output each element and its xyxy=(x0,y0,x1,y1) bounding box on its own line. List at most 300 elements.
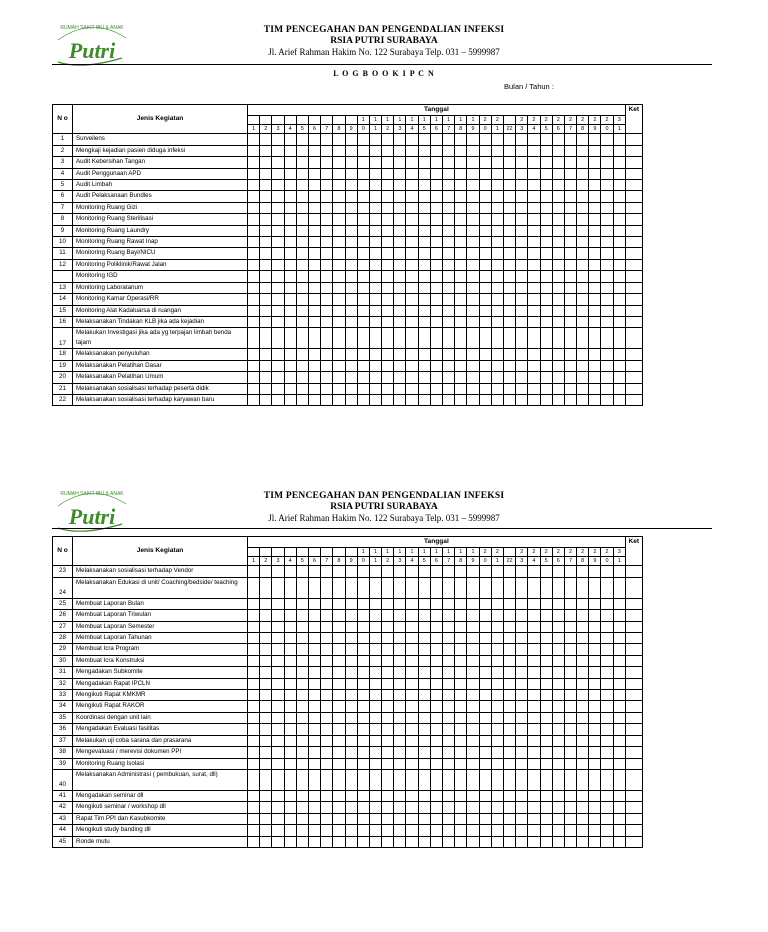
ket-cell[interactable] xyxy=(625,225,642,236)
day-check-cell[interactable] xyxy=(321,271,333,282)
day-check-cell[interactable] xyxy=(357,237,369,248)
day-check-cell[interactable] xyxy=(516,360,528,371)
day-check-cell[interactable] xyxy=(613,790,625,801)
day-check-cell[interactable] xyxy=(552,790,564,801)
day-check-cell[interactable] xyxy=(564,712,576,723)
day-check-cell[interactable] xyxy=(528,690,540,701)
day-check-cell[interactable] xyxy=(528,328,540,349)
day-check-cell[interactable] xyxy=(345,360,357,371)
day-check-cell[interactable] xyxy=(382,667,394,678)
day-check-cell[interactable] xyxy=(345,598,357,609)
day-check-cell[interactable] xyxy=(552,168,564,179)
day-check-cell[interactable] xyxy=(491,349,503,360)
day-check-cell[interactable] xyxy=(491,225,503,236)
day-check-cell[interactable] xyxy=(430,747,442,758)
day-check-cell[interactable] xyxy=(601,769,613,790)
day-check-cell[interactable] xyxy=(406,237,418,248)
day-check-cell[interactable] xyxy=(272,360,284,371)
day-check-cell[interactable] xyxy=(296,237,308,248)
day-check-cell[interactable] xyxy=(418,633,430,644)
day-check-cell[interactable] xyxy=(321,145,333,156)
day-check-cell[interactable] xyxy=(540,577,552,598)
day-check-cell[interactable] xyxy=(357,145,369,156)
day-check-cell[interactable] xyxy=(284,305,296,316)
day-check-cell[interactable] xyxy=(406,180,418,191)
ket-cell[interactable] xyxy=(625,157,642,168)
day-check-cell[interactable] xyxy=(406,305,418,316)
day-check-cell[interactable] xyxy=(308,316,320,327)
day-check-cell[interactable] xyxy=(528,305,540,316)
day-check-cell[interactable] xyxy=(308,836,320,847)
day-check-cell[interactable] xyxy=(369,237,381,248)
day-check-cell[interactable] xyxy=(333,328,345,349)
day-check-cell[interactable] xyxy=(503,825,515,836)
day-check-cell[interactable] xyxy=(321,180,333,191)
day-check-cell[interactable] xyxy=(394,758,406,769)
day-check-cell[interactable] xyxy=(613,191,625,202)
day-check-cell[interactable] xyxy=(443,690,455,701)
day-check-cell[interactable] xyxy=(589,655,601,666)
day-check-cell[interactable] xyxy=(284,769,296,790)
day-check-cell[interactable] xyxy=(516,566,528,577)
day-check-cell[interactable] xyxy=(467,655,479,666)
day-check-cell[interactable] xyxy=(443,157,455,168)
day-check-cell[interactable] xyxy=(357,610,369,621)
day-check-cell[interactable] xyxy=(491,678,503,689)
day-check-cell[interactable] xyxy=(589,202,601,213)
day-check-cell[interactable] xyxy=(491,802,503,813)
day-check-cell[interactable] xyxy=(528,372,540,383)
day-check-cell[interactable] xyxy=(248,180,260,191)
day-check-cell[interactable] xyxy=(479,214,491,225)
day-check-cell[interactable] xyxy=(394,259,406,270)
day-check-cell[interactable] xyxy=(308,157,320,168)
day-check-cell[interactable] xyxy=(455,712,467,723)
day-check-cell[interactable] xyxy=(321,566,333,577)
day-check-cell[interactable] xyxy=(503,621,515,632)
day-check-cell[interactable] xyxy=(491,134,503,145)
day-check-cell[interactable] xyxy=(503,145,515,156)
day-check-cell[interactable] xyxy=(284,259,296,270)
day-check-cell[interactable] xyxy=(321,214,333,225)
day-check-cell[interactable] xyxy=(613,328,625,349)
day-check-cell[interactable] xyxy=(577,294,589,305)
day-check-cell[interactable] xyxy=(418,790,430,801)
day-check-cell[interactable] xyxy=(479,802,491,813)
day-check-cell[interactable] xyxy=(345,712,357,723)
day-check-cell[interactable] xyxy=(443,802,455,813)
day-check-cell[interactable] xyxy=(552,383,564,394)
day-check-cell[interactable] xyxy=(601,360,613,371)
day-check-cell[interactable] xyxy=(516,621,528,632)
day-check-cell[interactable] xyxy=(479,305,491,316)
day-check-cell[interactable] xyxy=(491,790,503,801)
day-check-cell[interactable] xyxy=(528,621,540,632)
day-check-cell[interactable] xyxy=(308,305,320,316)
day-check-cell[interactable] xyxy=(589,712,601,723)
ket-cell[interactable] xyxy=(625,813,642,824)
day-check-cell[interactable] xyxy=(272,724,284,735)
day-check-cell[interactable] xyxy=(564,747,576,758)
day-check-cell[interactable] xyxy=(284,667,296,678)
day-check-cell[interactable] xyxy=(491,259,503,270)
day-check-cell[interactable] xyxy=(589,610,601,621)
day-check-cell[interactable] xyxy=(333,747,345,758)
day-check-cell[interactable] xyxy=(382,825,394,836)
day-check-cell[interactable] xyxy=(272,305,284,316)
day-check-cell[interactable] xyxy=(430,394,442,405)
day-check-cell[interactable] xyxy=(369,180,381,191)
day-check-cell[interactable] xyxy=(577,577,589,598)
day-check-cell[interactable] xyxy=(467,566,479,577)
day-check-cell[interactable] xyxy=(613,248,625,259)
day-check-cell[interactable] xyxy=(321,157,333,168)
day-check-cell[interactable] xyxy=(406,316,418,327)
day-check-cell[interactable] xyxy=(418,769,430,790)
day-check-cell[interactable] xyxy=(296,259,308,270)
day-check-cell[interactable] xyxy=(430,644,442,655)
day-check-cell[interactable] xyxy=(308,566,320,577)
day-check-cell[interactable] xyxy=(260,349,272,360)
day-check-cell[interactable] xyxy=(333,202,345,213)
day-check-cell[interactable] xyxy=(345,214,357,225)
day-check-cell[interactable] xyxy=(260,202,272,213)
day-check-cell[interactable] xyxy=(589,316,601,327)
day-check-cell[interactable] xyxy=(308,259,320,270)
day-check-cell[interactable] xyxy=(272,735,284,746)
day-check-cell[interactable] xyxy=(479,610,491,621)
day-check-cell[interactable] xyxy=(321,655,333,666)
day-check-cell[interactable] xyxy=(418,180,430,191)
day-check-cell[interactable] xyxy=(564,633,576,644)
day-check-cell[interactable] xyxy=(528,701,540,712)
day-check-cell[interactable] xyxy=(467,372,479,383)
day-check-cell[interactable] xyxy=(369,328,381,349)
day-check-cell[interactable] xyxy=(479,825,491,836)
day-check-cell[interactable] xyxy=(308,294,320,305)
day-check-cell[interactable] xyxy=(308,678,320,689)
day-check-cell[interactable] xyxy=(467,644,479,655)
day-check-cell[interactable] xyxy=(443,747,455,758)
day-check-cell[interactable] xyxy=(430,225,442,236)
day-check-cell[interactable] xyxy=(455,610,467,621)
day-check-cell[interactable] xyxy=(272,667,284,678)
day-check-cell[interactable] xyxy=(260,248,272,259)
day-check-cell[interactable] xyxy=(357,191,369,202)
day-check-cell[interactable] xyxy=(613,316,625,327)
day-check-cell[interactable] xyxy=(613,202,625,213)
day-check-cell[interactable] xyxy=(516,724,528,735)
day-check-cell[interactable] xyxy=(321,598,333,609)
day-check-cell[interactable] xyxy=(577,394,589,405)
day-check-cell[interactable] xyxy=(443,145,455,156)
day-check-cell[interactable] xyxy=(540,566,552,577)
day-check-cell[interactable] xyxy=(345,566,357,577)
day-check-cell[interactable] xyxy=(613,259,625,270)
day-check-cell[interactable] xyxy=(369,813,381,824)
day-check-cell[interactable] xyxy=(308,248,320,259)
day-check-cell[interactable] xyxy=(394,372,406,383)
day-check-cell[interactable] xyxy=(430,802,442,813)
day-check-cell[interactable] xyxy=(284,214,296,225)
day-check-cell[interactable] xyxy=(272,690,284,701)
day-check-cell[interactable] xyxy=(564,202,576,213)
day-check-cell[interactable] xyxy=(528,836,540,847)
day-check-cell[interactable] xyxy=(308,145,320,156)
ket-cell[interactable] xyxy=(625,394,642,405)
day-check-cell[interactable] xyxy=(589,701,601,712)
day-check-cell[interactable] xyxy=(357,294,369,305)
day-check-cell[interactable] xyxy=(248,577,260,598)
day-check-cell[interactable] xyxy=(455,667,467,678)
day-check-cell[interactable] xyxy=(601,191,613,202)
day-check-cell[interactable] xyxy=(601,758,613,769)
day-check-cell[interactable] xyxy=(333,633,345,644)
day-check-cell[interactable] xyxy=(443,701,455,712)
ket-cell[interactable] xyxy=(625,202,642,213)
day-check-cell[interactable] xyxy=(369,758,381,769)
day-check-cell[interactable] xyxy=(284,678,296,689)
day-check-cell[interactable] xyxy=(248,790,260,801)
day-check-cell[interactable] xyxy=(333,836,345,847)
day-check-cell[interactable] xyxy=(467,633,479,644)
day-check-cell[interactable] xyxy=(455,271,467,282)
ket-cell[interactable] xyxy=(625,758,642,769)
day-check-cell[interactable] xyxy=(382,566,394,577)
day-check-cell[interactable] xyxy=(540,225,552,236)
day-check-cell[interactable] xyxy=(272,802,284,813)
day-check-cell[interactable] xyxy=(345,180,357,191)
day-check-cell[interactable] xyxy=(357,621,369,632)
day-check-cell[interactable] xyxy=(418,202,430,213)
day-check-cell[interactable] xyxy=(430,214,442,225)
day-check-cell[interactable] xyxy=(430,383,442,394)
day-check-cell[interactable] xyxy=(284,202,296,213)
day-check-cell[interactable] xyxy=(382,202,394,213)
day-check-cell[interactable] xyxy=(516,836,528,847)
day-check-cell[interactable] xyxy=(418,248,430,259)
day-check-cell[interactable] xyxy=(516,237,528,248)
day-check-cell[interactable] xyxy=(272,825,284,836)
day-check-cell[interactable] xyxy=(418,598,430,609)
ket-cell[interactable] xyxy=(625,282,642,293)
day-check-cell[interactable] xyxy=(577,621,589,632)
day-check-cell[interactable] xyxy=(284,655,296,666)
day-check-cell[interactable] xyxy=(503,259,515,270)
day-check-cell[interactable] xyxy=(601,168,613,179)
ket-cell[interactable] xyxy=(625,360,642,371)
day-check-cell[interactable] xyxy=(467,294,479,305)
day-check-cell[interactable] xyxy=(601,577,613,598)
ket-cell[interactable] xyxy=(625,724,642,735)
day-check-cell[interactable] xyxy=(601,372,613,383)
day-check-cell[interactable] xyxy=(479,372,491,383)
day-check-cell[interactable] xyxy=(382,747,394,758)
day-check-cell[interactable] xyxy=(491,701,503,712)
day-check-cell[interactable] xyxy=(284,690,296,701)
day-check-cell[interactable] xyxy=(601,259,613,270)
day-check-cell[interactable] xyxy=(260,225,272,236)
day-check-cell[interactable] xyxy=(601,825,613,836)
day-check-cell[interactable] xyxy=(552,633,564,644)
day-check-cell[interactable] xyxy=(564,305,576,316)
day-check-cell[interactable] xyxy=(601,248,613,259)
day-check-cell[interactable] xyxy=(357,690,369,701)
day-check-cell[interactable] xyxy=(528,566,540,577)
day-check-cell[interactable] xyxy=(540,836,552,847)
day-check-cell[interactable] xyxy=(394,790,406,801)
day-check-cell[interactable] xyxy=(455,724,467,735)
day-check-cell[interactable] xyxy=(296,316,308,327)
day-check-cell[interactable] xyxy=(284,180,296,191)
day-check-cell[interactable] xyxy=(345,577,357,598)
day-check-cell[interactable] xyxy=(613,644,625,655)
day-check-cell[interactable] xyxy=(503,758,515,769)
day-check-cell[interactable] xyxy=(552,328,564,349)
day-check-cell[interactable] xyxy=(382,758,394,769)
day-check-cell[interactable] xyxy=(491,316,503,327)
day-check-cell[interactable] xyxy=(467,690,479,701)
day-check-cell[interactable] xyxy=(443,180,455,191)
day-check-cell[interactable] xyxy=(345,316,357,327)
day-check-cell[interactable] xyxy=(577,248,589,259)
day-check-cell[interactable] xyxy=(443,294,455,305)
day-check-cell[interactable] xyxy=(479,747,491,758)
day-check-cell[interactable] xyxy=(321,248,333,259)
day-check-cell[interactable] xyxy=(406,349,418,360)
day-check-cell[interactable] xyxy=(467,282,479,293)
day-check-cell[interactable] xyxy=(418,655,430,666)
day-check-cell[interactable] xyxy=(248,202,260,213)
day-check-cell[interactable] xyxy=(491,394,503,405)
day-check-cell[interactable] xyxy=(467,237,479,248)
day-check-cell[interactable] xyxy=(369,724,381,735)
day-check-cell[interactable] xyxy=(528,134,540,145)
day-check-cell[interactable] xyxy=(479,577,491,598)
day-check-cell[interactable] xyxy=(491,690,503,701)
day-check-cell[interactable] xyxy=(248,598,260,609)
day-check-cell[interactable] xyxy=(248,383,260,394)
day-check-cell[interactable] xyxy=(418,690,430,701)
day-check-cell[interactable] xyxy=(296,305,308,316)
day-check-cell[interactable] xyxy=(577,360,589,371)
day-check-cell[interactable] xyxy=(479,134,491,145)
day-check-cell[interactable] xyxy=(443,282,455,293)
day-check-cell[interactable] xyxy=(577,667,589,678)
day-check-cell[interactable] xyxy=(491,644,503,655)
day-check-cell[interactable] xyxy=(479,655,491,666)
day-check-cell[interactable] xyxy=(284,360,296,371)
day-check-cell[interactable] xyxy=(564,271,576,282)
day-check-cell[interactable] xyxy=(296,191,308,202)
day-check-cell[interactable] xyxy=(308,328,320,349)
day-check-cell[interactable] xyxy=(272,383,284,394)
day-check-cell[interactable] xyxy=(503,667,515,678)
day-check-cell[interactable] xyxy=(394,316,406,327)
day-check-cell[interactable] xyxy=(479,237,491,248)
day-check-cell[interactable] xyxy=(333,349,345,360)
day-check-cell[interactable] xyxy=(248,328,260,349)
day-check-cell[interactable] xyxy=(467,259,479,270)
day-check-cell[interactable] xyxy=(540,690,552,701)
day-check-cell[interactable] xyxy=(601,180,613,191)
day-check-cell[interactable] xyxy=(455,372,467,383)
day-check-cell[interactable] xyxy=(272,271,284,282)
day-check-cell[interactable] xyxy=(491,248,503,259)
day-check-cell[interactable] xyxy=(503,248,515,259)
day-check-cell[interactable] xyxy=(260,145,272,156)
day-check-cell[interactable] xyxy=(333,372,345,383)
day-check-cell[interactable] xyxy=(455,225,467,236)
day-check-cell[interactable] xyxy=(345,621,357,632)
day-check-cell[interactable] xyxy=(528,316,540,327)
day-check-cell[interactable] xyxy=(516,758,528,769)
day-check-cell[interactable] xyxy=(528,790,540,801)
day-check-cell[interactable] xyxy=(589,372,601,383)
day-check-cell[interactable] xyxy=(443,644,455,655)
day-check-cell[interactable] xyxy=(613,701,625,712)
day-check-cell[interactable] xyxy=(491,836,503,847)
day-check-cell[interactable] xyxy=(369,282,381,293)
day-check-cell[interactable] xyxy=(406,566,418,577)
ket-cell[interactable] xyxy=(625,610,642,621)
day-check-cell[interactable] xyxy=(345,825,357,836)
day-check-cell[interactable] xyxy=(296,644,308,655)
day-check-cell[interactable] xyxy=(479,294,491,305)
day-check-cell[interactable] xyxy=(589,328,601,349)
day-check-cell[interactable] xyxy=(382,724,394,735)
day-check-cell[interactable] xyxy=(284,394,296,405)
day-check-cell[interactable] xyxy=(394,157,406,168)
day-check-cell[interactable] xyxy=(467,598,479,609)
day-check-cell[interactable] xyxy=(260,701,272,712)
day-check-cell[interactable] xyxy=(321,701,333,712)
day-check-cell[interactable] xyxy=(296,566,308,577)
day-check-cell[interactable] xyxy=(333,157,345,168)
day-check-cell[interactable] xyxy=(613,735,625,746)
day-check-cell[interactable] xyxy=(552,349,564,360)
day-check-cell[interactable] xyxy=(406,655,418,666)
day-check-cell[interactable] xyxy=(248,633,260,644)
day-check-cell[interactable] xyxy=(308,690,320,701)
day-check-cell[interactable] xyxy=(369,790,381,801)
day-check-cell[interactable] xyxy=(479,145,491,156)
day-check-cell[interactable] xyxy=(552,316,564,327)
day-check-cell[interactable] xyxy=(455,157,467,168)
day-check-cell[interactable] xyxy=(491,610,503,621)
day-check-cell[interactable] xyxy=(552,202,564,213)
ket-cell[interactable] xyxy=(625,598,642,609)
day-check-cell[interactable] xyxy=(455,758,467,769)
day-check-cell[interactable] xyxy=(540,282,552,293)
day-check-cell[interactable] xyxy=(321,191,333,202)
day-check-cell[interactable] xyxy=(418,802,430,813)
day-check-cell[interactable] xyxy=(260,621,272,632)
day-check-cell[interactable] xyxy=(321,644,333,655)
day-check-cell[interactable] xyxy=(564,825,576,836)
ket-cell[interactable] xyxy=(625,566,642,577)
day-check-cell[interactable] xyxy=(357,724,369,735)
day-check-cell[interactable] xyxy=(296,271,308,282)
day-check-cell[interactable] xyxy=(491,328,503,349)
day-check-cell[interactable] xyxy=(333,191,345,202)
day-check-cell[interactable] xyxy=(564,598,576,609)
day-check-cell[interactable] xyxy=(589,813,601,824)
day-check-cell[interactable] xyxy=(467,394,479,405)
day-check-cell[interactable] xyxy=(345,644,357,655)
day-check-cell[interactable] xyxy=(503,598,515,609)
day-check-cell[interactable] xyxy=(369,349,381,360)
